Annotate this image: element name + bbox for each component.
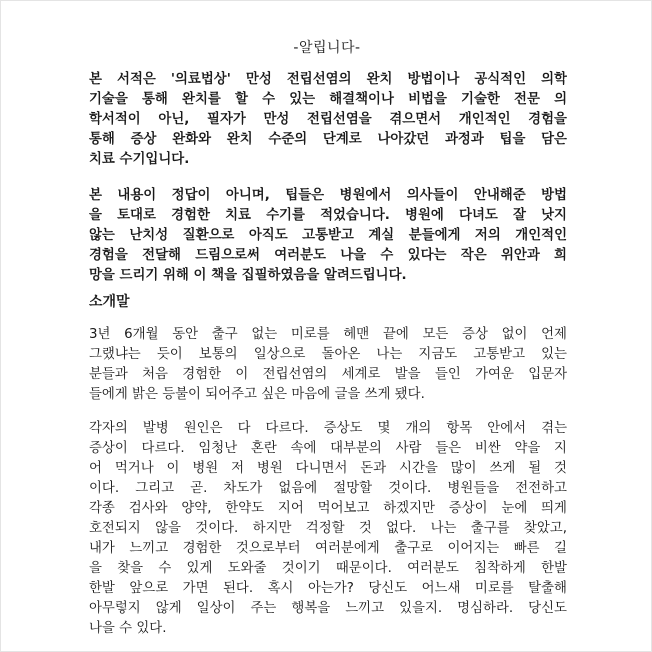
text-line: 각종 검사와 양약, 한약도 지어 먹어보고 하겠지만 증상이 눈에 띄게 — [89, 501, 567, 516]
text-line: 분들과 처음 경험한 이 전립선염의 세계로 발을 들인 가여운 입문자 — [89, 367, 567, 382]
text-line: 증상이 다르다. 임청난 혼란 속에 대부분의 사람 들은 비싼 약을 지 — [89, 441, 567, 456]
text-line: 들에게 밝은 등불이 되어주고 싶은 마음에 글을 쓰게 됐다. — [89, 387, 425, 402]
text-line: 기술을 통해 완치를 할 수 있는 해결책이나 비법을 기술한 전문 의 — [89, 92, 567, 107]
text-line: 호전되지 않을 것이다. 하지만 걱정할 것 없다. 나는 출구를 찾았고, — [89, 521, 567, 536]
intro-heading: 소개말 — [89, 294, 130, 310]
text-line: 각자의 발병 원인은 다 다르다. 증상도 몇 개의 항목 안에서 겪는 — [89, 421, 567, 436]
text-line: 나을 수 있다. — [89, 621, 167, 636]
text-line: 않는 난치성 질환으로 아직도 고통받고 계실 분들에게 저의 개인적인 — [89, 228, 567, 243]
text-line: 3년 6개월 동안 출구 없는 미로를 헤맨 끝에 모든 증상 없이 언제 — [89, 327, 567, 342]
text-line: 경험을 전달해 드림으로써 여러분도 나을 수 있다는 작은 위안과 희 — [89, 248, 567, 263]
text-line: 망을 드리기 위해 이 책을 집필하였음을 알려드립니다. — [89, 268, 407, 283]
text-line: 학서적이 아닌, 필자가 만성 전립선염을 겪으면서 개인적인 경험을 — [89, 112, 567, 127]
notice-paragraph-1 — [89, 70, 567, 170]
notice-paragraph-2 — [89, 186, 567, 286]
text-line: 치료 수기입니다. — [89, 152, 190, 167]
text-line: 어 먹거나 이 병원 저 병원 다니면서 돈과 시간을 많이 쓰게 될 것 — [89, 461, 567, 476]
notice-title: -알립니다- — [293, 40, 361, 56]
intro-paragraph-1 — [89, 325, 567, 405]
text-line: 통해 증상 완화와 완치 수준의 단계로 나아갔던 과정과 팁을 담은 — [89, 132, 567, 147]
text-line: 을 토대로 경험한 치료 수기를 적었습니다. 병원에 다녀도 잘 낫지 — [89, 208, 567, 223]
text-line: 내가 느끼고 경험한 것으로부터 여러분에게 출구로 이어지는 빠른 길 — [89, 541, 567, 556]
text-line: 그랬냐는 듯이 보통의 일상으로 돌아온 나는 지금도 고통받고 있는 — [89, 347, 567, 362]
text-line: 본 내용이 정답이 아니며, 팁들은 병원에서 의사들이 안내해준 방법 — [89, 188, 567, 203]
text-line: 한발 앞으로 가면 된다. 혹시 아는가? 당신도 어느새 미로를 탈출해 — [89, 581, 567, 596]
text-line: 본 서적은 '의료법상' 만성 전립선염의 완치 방법이나 공식적인 의학 — [89, 72, 567, 87]
text-line: 을 찾을 수 있게 도와줄 것이기 때문이다. 여러분도 침착하게 한발 — [89, 561, 567, 576]
intro-paragraph-2 — [89, 419, 567, 639]
text-line: 아무렇지 않게 일상이 주는 행복을 느끼고 있을지. 명심하라. 당신도 — [89, 601, 567, 616]
text-line: 이다. 그리고 곧. 차도가 없음에 절망할 것이다. 병원들을 전전하고 — [89, 481, 567, 496]
